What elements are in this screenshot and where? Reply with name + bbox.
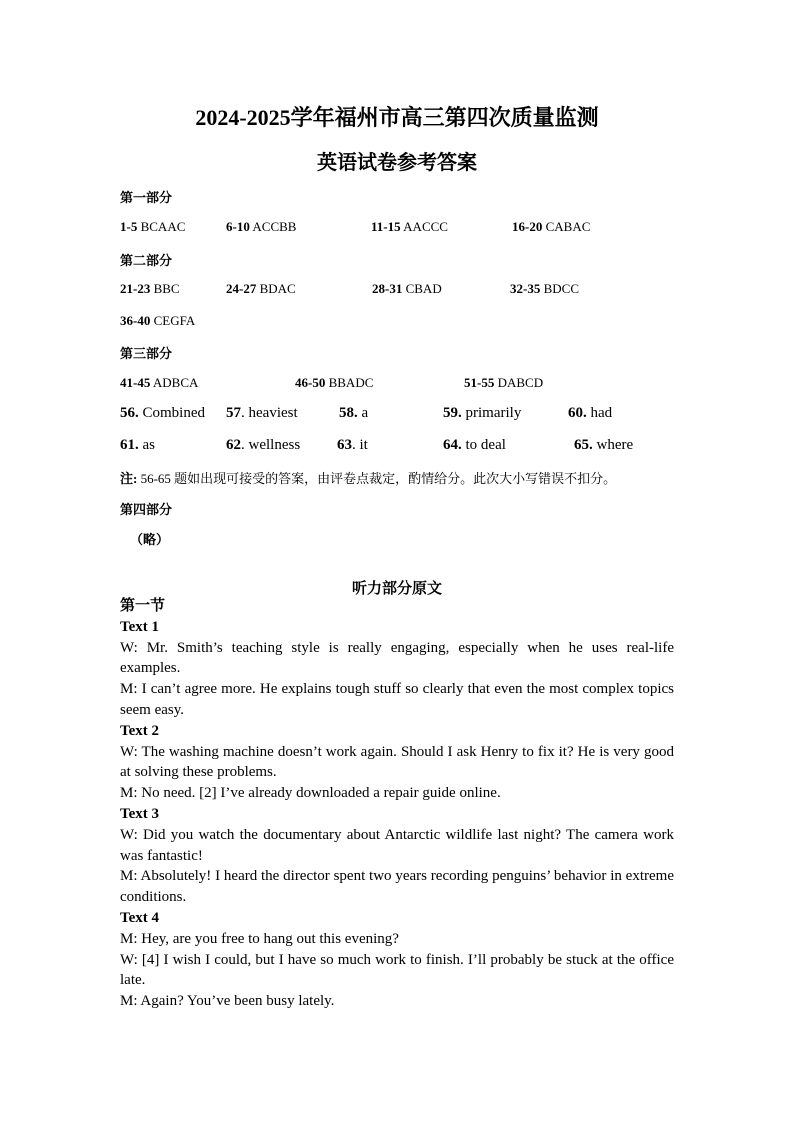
fill-in-item: 56. Combined <box>120 405 205 421</box>
part2-answer-row <box>0 313 794 331</box>
dialogue-line: M: Absolutely! I heard the director spent two years recording penguins’ behavior in extreme conditions. <box>120 868 674 906</box>
fill-in-item: 65. where <box>574 437 634 453</box>
answer-item: 24-27 BDAC <box>226 281 296 296</box>
part1-heading: 第一部分 <box>120 190 173 205</box>
part2-heading: 第二部分 <box>120 253 173 268</box>
part2-answer-row <box>0 281 794 299</box>
answer-item: 46-50 BBADC <box>295 375 374 390</box>
fill-in-item: 62. wellness <box>226 437 301 453</box>
part1-answer-row <box>0 219 794 237</box>
fill-in-item: 57. heaviest <box>226 405 298 421</box>
part4-omitted: （略） <box>130 532 170 547</box>
text-label: Text 2 <box>120 722 160 739</box>
text-label: Text 1 <box>120 618 160 635</box>
part3-heading: 第三部分 <box>120 346 173 361</box>
fill-in-row <box>0 405 794 423</box>
dialogue-line: M: Again? You’ve been busy lately. <box>120 993 335 1010</box>
listening-title: 听力部分原文 <box>351 581 442 597</box>
dialogue-line: M: Hey, are you free to hang out this evening? <box>120 930 399 947</box>
fill-in-item: 64. to deal <box>443 437 506 453</box>
answer-item: 16-20 CABAC <box>512 219 591 234</box>
fill-in-item: 59. primarily <box>443 405 522 421</box>
fill-in-item: 58. a <box>339 405 369 421</box>
text-label: Text 3 <box>120 805 160 822</box>
listening-transcript <box>120 596 674 1012</box>
answer-item: 41-45 ADBCA <box>120 375 199 390</box>
dialogue-line: M: No need. [2] I’ve already downloaded a repair guide online. <box>120 785 501 802</box>
dialogue-line: W: Did you watch the documentary about Antarctic wildlife last night? The camera work was fantastic! <box>120 826 674 864</box>
fill-in-item: 63. it <box>337 437 368 453</box>
answer-item: 28-31 CBAD <box>372 281 442 296</box>
dialogue-line: W: [4] I wish I could, but I have so much work to finish. I’ll probably be stuck at the office late. <box>120 951 674 989</box>
fill-in-item: 61. as <box>120 437 155 453</box>
answer-item: 6-10 ACCBB <box>226 219 297 234</box>
answer-item: 1-5 BCAAC <box>120 219 186 234</box>
answer-item: 36-40 CEGFA <box>120 313 196 328</box>
answer-item: 11-15 AACCC <box>371 219 448 234</box>
section-heading: 第一节 <box>120 598 166 614</box>
answer-item: 21-23 BBC <box>120 281 180 296</box>
answer-item: 32-35 BDCC <box>510 281 579 296</box>
scoring-note: 注: 56-65 题如出现可接受的答案，由评卷点裁定，酌情给分。此次大小写错误不扣分。 <box>120 471 617 486</box>
fill-in-row <box>0 437 794 455</box>
document-title: 2024-2025学年福州市高三第四次质量监测 <box>195 105 599 130</box>
document-subtitle: 英语试卷参考答案 <box>317 152 477 174</box>
part4-heading: 第四部分 <box>120 502 173 517</box>
dialogue-line: W: Mr. Smith’s teaching style is really engaging, especially when he uses real-life examples. <box>120 639 674 677</box>
dialogue-line: M: I can’t agree more. He explains tough stuff so clearly that even the most complex topics seem easy. <box>120 681 674 718</box>
text-label: Text 4 <box>120 909 160 926</box>
part3-answer-row <box>0 375 794 393</box>
fill-in-item: 60. had <box>568 405 613 421</box>
answer-item: 51-55 DABCD <box>464 375 544 390</box>
dialogue-line: W: The washing machine doesn’t work again. Should I ask Henry to fix it? He is very good at solving these problems. <box>120 743 674 781</box>
